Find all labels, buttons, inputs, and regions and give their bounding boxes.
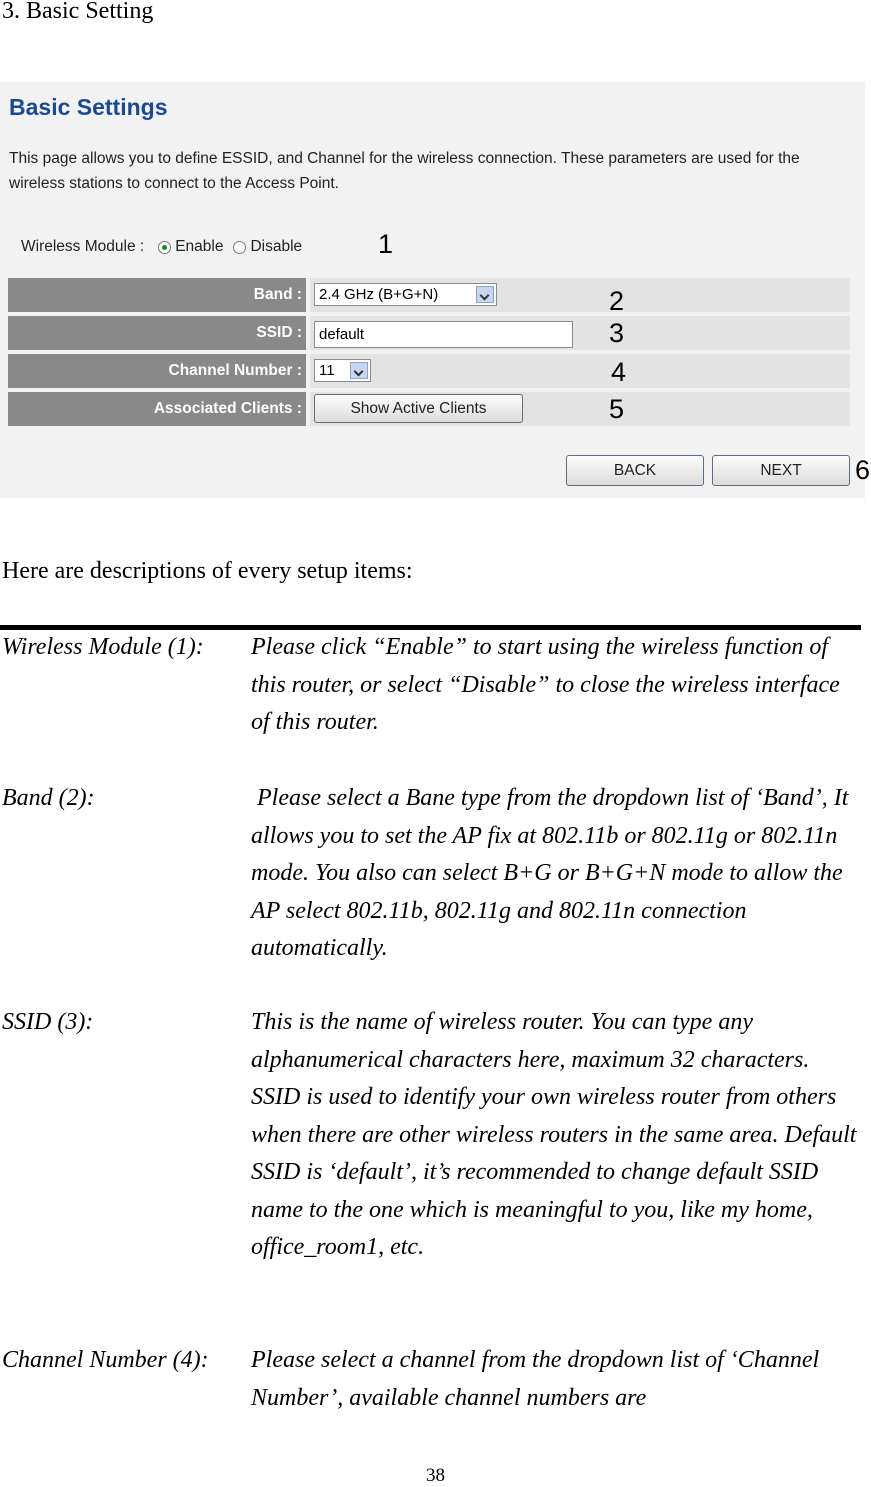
channel-select-value: 11 [319,362,335,379]
desc-text: Please select a channel from the dropdown list of ‘Channel Number’, available channel numbers are [251,1347,820,1411]
section-heading: 3. Basic Setting [2,0,154,24]
ssid-row [8,316,850,350]
channel-row [8,354,850,388]
enable-radio-option[interactable] [158,238,223,256]
desc-term: SSID (3): [2,1009,94,1035]
ssid-input[interactable]: default [314,321,573,348]
wireless-module-label: Wireless Module : [21,238,145,255]
desc-text: Please select a Bane type from the dropdown list of ‘Band’, It allows you to set the AP fix at 802.11b or 802.11g or 802.11n mode. You also can select B+G or B+G+N mode to allow the AP select 802.11b, 802.11g and 802.11n connection automatically. [251,785,855,961]
desc-term: Band (2): [2,785,95,811]
callout-2: 2 [609,286,625,316]
desc-text: Please click “Enable” to start using the wireless function of this router, or select “Disable” to close the wireless interface of this router. [251,634,840,735]
panel-description: This page allows you to define ESSID, and Channel for the wireless connection. These parameters are used for the wireless stations to connect to the Access Point. [9,150,800,192]
band-value-cell [310,278,850,312]
callout-1: 1 [378,229,394,259]
ssid-value-cell [310,316,850,350]
channel-value-cell [310,354,850,388]
channel-label: Channel Number : [8,354,306,388]
disable-radio-icon[interactable] [233,241,246,254]
desc-term: Wireless Module (1): [2,634,204,660]
clients-row [8,392,850,426]
basic-settings-panel [0,82,865,498]
clients-value-cell [310,392,850,426]
enable-label: Enable [175,238,224,255]
band-select[interactable] [314,283,497,306]
enable-radio-icon[interactable] [158,241,171,254]
page-number: 38 [426,1465,445,1486]
ssid-label: SSID : [8,316,306,350]
disable-label: Disable [250,238,303,255]
band-row [8,278,850,312]
next-button[interactable]: NEXT [712,455,850,486]
callout-5: 5 [609,394,625,424]
intro-text: Here are descriptions of every setup items: [2,558,413,584]
disable-radio-option[interactable] [233,238,302,256]
band-select-value: 2.4 GHz (B+G+N) [319,286,439,303]
wireless-module-row [21,238,312,256]
back-button[interactable]: BACK [566,455,704,486]
callout-6: 6 [855,455,871,485]
channel-select[interactable] [314,359,371,382]
chevron-down-icon[interactable] [350,362,368,379]
callout-4: 4 [611,357,627,387]
clients-label: Associated Clients : [8,392,306,426]
panel-title: Basic Settings [9,94,168,120]
show-active-clients-button[interactable]: Show Active Clients [314,394,523,423]
chevron-down-icon[interactable] [476,286,494,303]
desc-text: This is the name of wireless router. You can type any alphanumerical characters here, maximum 32 characters. SSID is used to identify your own wireless router from others when there are other wireless routers in the same area. Default SSID is ‘default’, it’s recommended to change default SSID name to the one which is meaningful to you, like my home, office_room1, etc. [251,1009,857,1260]
desc-term: Channel Number (4): [2,1347,209,1373]
callout-3: 3 [609,318,625,348]
band-label: Band : [8,278,306,312]
